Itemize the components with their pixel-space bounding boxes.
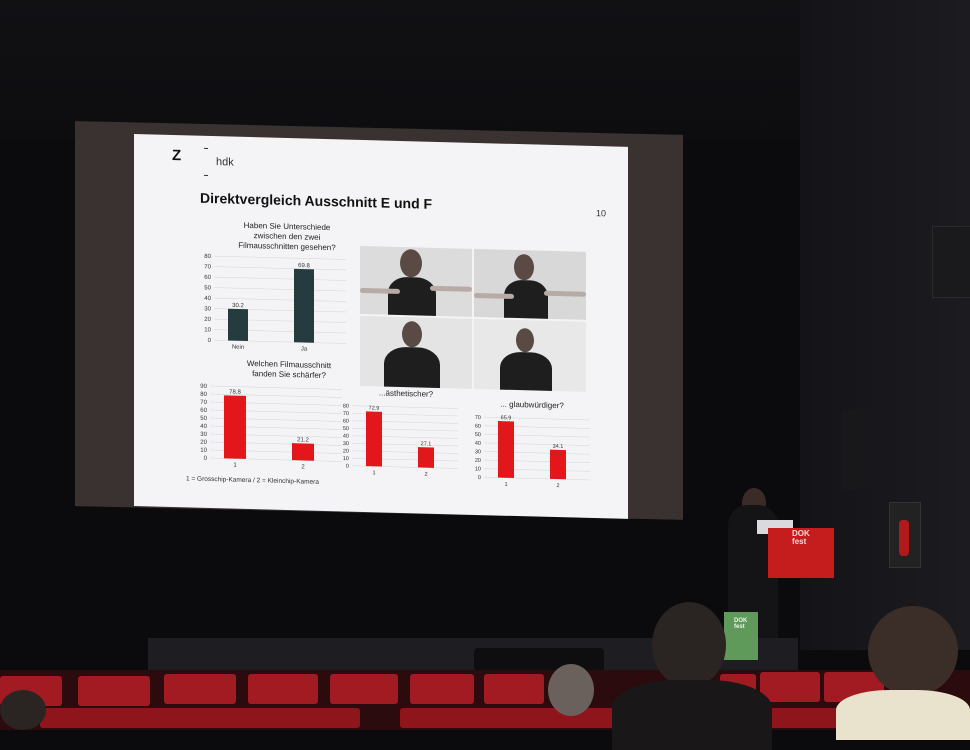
x-tick-label: 1 <box>372 470 376 477</box>
chart-sharper <box>188 375 348 484</box>
seat <box>164 674 236 704</box>
bar <box>550 450 566 480</box>
x-tick-label: 2 <box>556 483 560 490</box>
bar <box>292 443 314 461</box>
gridline <box>214 340 346 343</box>
film-still-interview-1 <box>360 316 472 389</box>
x-tick-label: Nein <box>231 344 245 351</box>
bar <box>498 421 514 478</box>
audience-member <box>868 606 958 696</box>
seating-area <box>0 670 970 730</box>
x-tick-label: 2 <box>424 471 428 478</box>
film-still-dancer-1 <box>360 246 472 317</box>
y-tick-label: 70 <box>342 410 349 418</box>
film-still-interview-2 <box>474 319 586 392</box>
y-tick-label: 30 <box>204 306 211 313</box>
chart-aesthetic <box>334 397 464 487</box>
seat <box>760 672 820 702</box>
y-tick-label: 80 <box>204 253 211 261</box>
y-tick-label: 20 <box>200 439 207 446</box>
seat <box>330 674 398 704</box>
bar <box>228 309 248 341</box>
y-tick-label: 50 <box>204 285 211 292</box>
logo-mark: Z <box>172 146 182 165</box>
x-tick-label: Ja <box>300 346 308 353</box>
gridline <box>214 288 346 291</box>
bar <box>294 269 314 343</box>
gridline <box>214 277 346 280</box>
y-tick-label: 0 <box>477 475 481 482</box>
slide-title: Direktvergleich Ausschnitt E und F <box>200 189 433 212</box>
y-tick-label: 40 <box>474 440 481 447</box>
audience-member-body <box>612 680 772 750</box>
data-label: 72.9 <box>368 405 380 412</box>
bar <box>224 395 246 459</box>
y-tick-label: 50 <box>342 425 349 433</box>
y-tick-label: 10 <box>342 455 349 463</box>
y-tick-label: 60 <box>204 274 211 282</box>
seat <box>410 674 474 704</box>
footnote: 1 = Grosschip-Kamera / 2 = Kleinchip-Kamera <box>186 475 319 486</box>
film-stills-grid <box>360 246 586 392</box>
logo-dash <box>204 175 208 176</box>
question-line: Filmausschnitten gesehen? <box>238 240 336 253</box>
y-tick-label: 70 <box>204 264 211 271</box>
y-tick-label: 10 <box>474 466 481 473</box>
fire-extinguisher <box>899 520 909 556</box>
y-tick-label: 20 <box>204 316 211 324</box>
wall-speaker <box>932 226 970 298</box>
audience-member <box>548 664 594 716</box>
podium-logo-line: fest <box>792 537 807 546</box>
y-tick-label: 70 <box>474 414 481 422</box>
y-tick-label: 60 <box>342 418 349 425</box>
y-tick-label: 30 <box>342 440 349 448</box>
gridline <box>214 267 346 270</box>
seat-row <box>40 708 360 728</box>
gridline <box>210 458 342 461</box>
audience-member <box>0 690 46 730</box>
logo-dash <box>204 148 208 149</box>
booklet-logo <box>734 618 747 630</box>
y-tick-label: 20 <box>342 448 349 455</box>
slide-page-number: 10 <box>596 208 607 219</box>
film-still-dancer-2 <box>474 249 586 320</box>
bar <box>418 447 434 468</box>
presentation-slide <box>134 134 628 519</box>
y-tick-label: 70 <box>200 399 207 406</box>
question-aesthetic: ...ästhetischer? <box>378 388 434 399</box>
y-tick-label: 60 <box>200 407 207 414</box>
y-tick-label: 90 <box>200 383 207 390</box>
chart-credible <box>466 409 596 499</box>
x-tick-label: 1 <box>504 481 508 488</box>
bar <box>366 411 382 466</box>
data-label: 65.9 <box>500 415 512 422</box>
audience-member <box>652 602 726 688</box>
data-label: 30.2 <box>232 302 244 310</box>
question-line: Haben Sie Unterschiede <box>243 220 331 233</box>
y-tick-label: 40 <box>342 433 349 440</box>
question-line: Welchen Filmausschnitt <box>246 358 332 371</box>
chart-differences <box>192 248 352 367</box>
seat <box>248 674 318 704</box>
y-tick-label: 10 <box>204 327 211 334</box>
seat <box>78 676 150 706</box>
booklet-logo-line: DOK <box>734 618 748 624</box>
booklet-logo-line: fest <box>734 624 745 630</box>
podium-logo-line: DOK <box>792 529 810 538</box>
data-label: 21.2 <box>297 437 309 444</box>
gridline <box>214 298 346 301</box>
podium-logo <box>792 530 810 546</box>
seat <box>484 674 544 704</box>
y-tick-label: 50 <box>474 432 481 439</box>
audience-member-body <box>836 690 970 740</box>
y-tick-label: 60 <box>474 423 481 430</box>
question-line: zwischen den zwei <box>253 231 321 242</box>
question-credible: ... glaubwürdiger? <box>500 399 564 411</box>
data-label: 69.8 <box>298 263 310 270</box>
x-tick-label: 2 <box>301 464 305 471</box>
y-tick-label: 30 <box>474 449 481 456</box>
y-tick-label: 0 <box>203 455 207 462</box>
data-label: 34.1 <box>552 443 564 451</box>
y-tick-label: 80 <box>200 391 207 398</box>
y-tick-label: 30 <box>200 431 207 438</box>
y-tick-label: 50 <box>200 415 207 422</box>
gridline <box>214 256 346 259</box>
x-tick-label: 1 <box>233 462 237 469</box>
y-tick-label: 0 <box>345 463 349 470</box>
y-tick-label: 0 <box>207 337 211 345</box>
question-line: fanden Sie schärfer? <box>252 369 326 381</box>
y-tick-label: 40 <box>200 423 207 430</box>
logo-text: hdk <box>216 156 234 169</box>
wall-panel <box>842 410 870 490</box>
data-label: 78.8 <box>229 389 241 396</box>
y-tick-label: 10 <box>200 447 207 454</box>
y-tick-label: 80 <box>342 403 349 410</box>
data-label: 27.1 <box>420 441 432 448</box>
y-tick-label: 20 <box>474 457 481 464</box>
y-tick-label: 40 <box>204 295 211 303</box>
